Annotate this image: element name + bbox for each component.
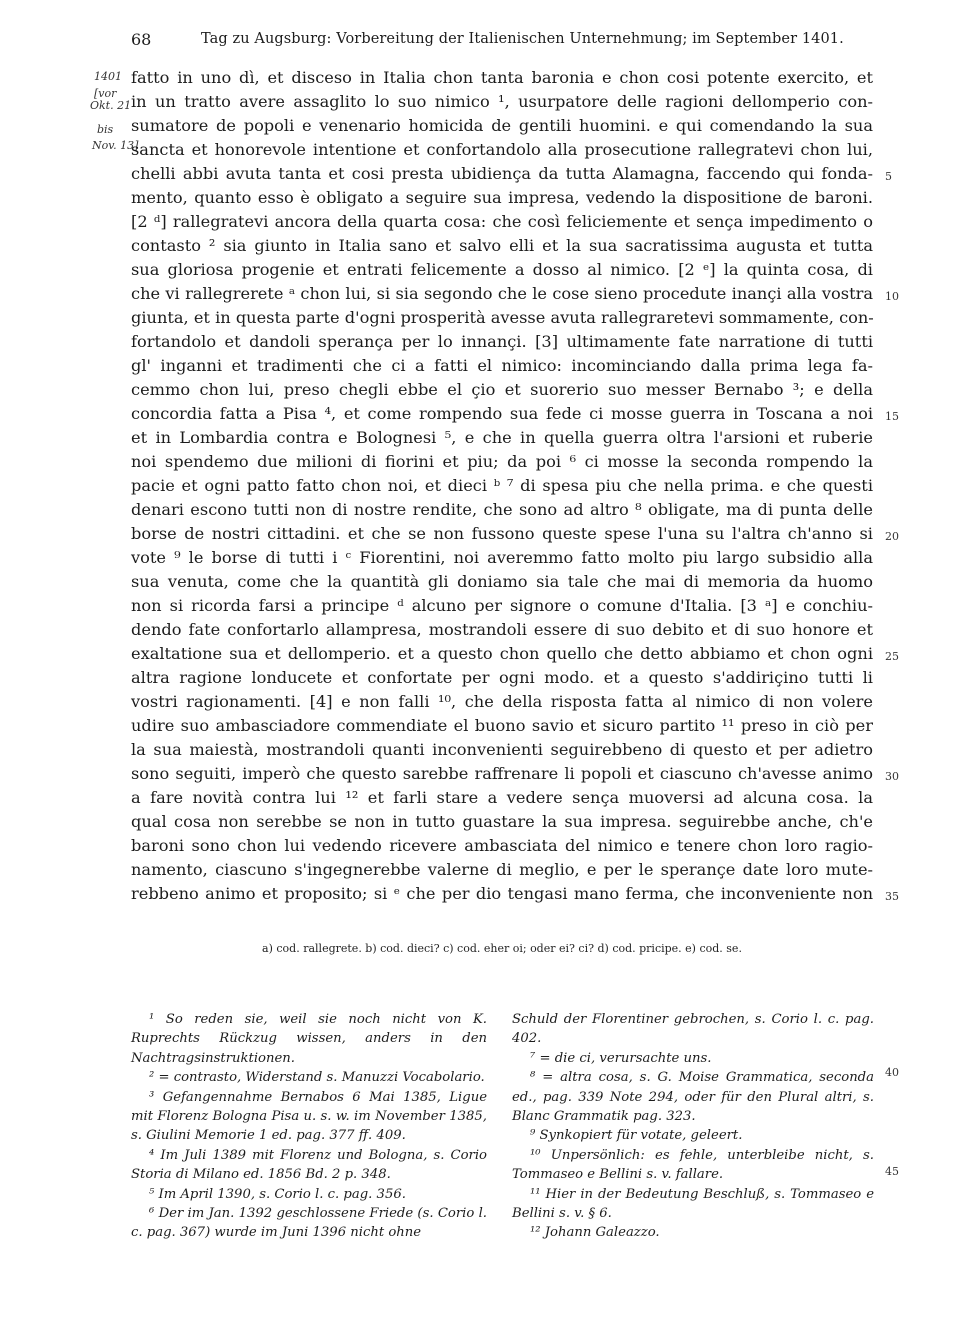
footnote: ² = contrasto, Widerstand s. Manuzzi Vocabolario. bbox=[149, 1070, 485, 1086]
line-number: 10 bbox=[885, 290, 899, 303]
running-header bbox=[131, 30, 871, 54]
text-line: sono seguiti, imperò che questo sarebbe raffrenare li popoli et ciascuno ch'avesse animo bbox=[131, 764, 873, 783]
text-line: che vi rallegrerete ᵃ chon lui, si sia segondo che le cose sieno procedute inançi alla vostra bbox=[131, 284, 873, 303]
text-line: noi spendemo due milioni di fiorini et piu; da poi ⁶ ci mosse la seconda rompendo la bbox=[131, 452, 873, 471]
line-number: 40 bbox=[885, 1066, 899, 1079]
text-line: in un tratto avere assaglito lo suo nimico ¹, usurpatore delle ragioni dellomperio con- bbox=[131, 92, 873, 111]
text-line: [2 ᵈ] rallegratevi ancora della quarta cosa: che così feliciemente et sença impedimento o bbox=[131, 212, 873, 231]
footnote: ⁷ = die ci, verursachte uns. bbox=[530, 1050, 712, 1066]
footnotes-right-column bbox=[512, 1010, 874, 1243]
text-line: fortandolo et dandoli sperança per lo innançi. [3] ultimamente fate narratione di tutti bbox=[131, 332, 873, 351]
text-line: borse de nostri cittadini. et che se non fussono queste spese l'una su l'altra ch'anno si bbox=[131, 524, 873, 543]
margin-date-day: Okt. 21 bbox=[90, 99, 132, 112]
running-title: Tag zu Augsburg: Vorbereitung der Italienischen Unternehmung; im September 1401. bbox=[201, 31, 844, 47]
line-number: 25 bbox=[885, 650, 899, 663]
footnote-continued: Schuld der Florentiner gebrochen, s. Corio l. c. pag. 402. bbox=[512, 1012, 874, 1047]
text-line: sua gloriosa progenie et entrati felicemente a dosso al nimico. [2 ᵉ] la quinta cosa, di bbox=[131, 260, 873, 279]
footnote: ⁹ Synkopiert für votate, geleert. bbox=[530, 1128, 743, 1144]
text-line: a fare novità contra lui ¹² et farli stare a vedere sença muoversi ad alcuna cosa. la bbox=[131, 788, 873, 807]
footnote: ⁴ Im Juli 1389 mit Florenz und Bologna, s. Corio Storia di Milano ed. 1856 Bd. 2 p. 348. bbox=[131, 1147, 487, 1183]
line-number: 15 bbox=[885, 410, 899, 423]
margin-date-to: Nov. 13] bbox=[92, 139, 139, 152]
text-line: dendo fate confortarlo allampresa, mostrandoli essere di suo debito et di suo honore et bbox=[131, 620, 873, 639]
text-line: cemmo chon lui, preso chegli ebbe el çio et suorerio suo messer Bernabo ³; e della bbox=[131, 380, 873, 399]
variant-readings: a) cod. rallegrete. b) cod. dieci? c) cod. eher oi; oder ei? ci? d) cod. pricipe. e) cod. se. bbox=[262, 942, 742, 955]
text-line: pacie et ogni patto fatto chon noi, et dieci ᵇ ⁷ di spesa piu che nella prima. e che questi bbox=[131, 476, 873, 495]
text-line: baroni sono chon lui vedendo ricevere ambasciata del nimico e tenere chon loro ragio- bbox=[131, 836, 873, 855]
line-number: 20 bbox=[885, 530, 899, 543]
text-line: udire suo ambasciadore commendiate el buono savio et sicuro partito ¹¹ preso in ciò per bbox=[131, 716, 873, 735]
margin-year: 1401 bbox=[94, 70, 122, 83]
text-line: denari escono tutti non di nostre rendite, che sono ad altro ⁸ obligate, ma di punta delle bbox=[131, 500, 873, 519]
text-line: qual cosa non serebbe se non in tutto guastare la sua impresa. seguirebbe anche, ch'e bbox=[131, 812, 873, 831]
footnote: ¹² Johann Galeazzo. bbox=[530, 1225, 660, 1241]
footnote: ⁸ = altra cosa, s. G. Moise Grammatica, seconda ed., pag. 339 Note 294, oder für den Plural altri, s. Blanc Grammatik pag. 323. bbox=[512, 1070, 874, 1125]
text-line: vostri ragionamenti. [4] e non falli ¹⁰, che della risposta fatta al nimico di non volere bbox=[131, 692, 873, 711]
text-line: sua venuta, come che la quantità gli doniamo sia tale che mai di memoria da huomo bbox=[131, 572, 873, 591]
footnote: ¹ So reden sie, weil sie noch nicht von K. Ruprechts Rückzug wissen, anders in den Nachtragsinstruktionen. bbox=[131, 1012, 487, 1066]
footnote: ⁶ Der im Jan. 1392 geschlossene Friede (s. Corio l. c. pag. 367) wurde im Juni 1396 nicht ohne bbox=[131, 1206, 487, 1241]
text-line: namento, ciascuno s'ingegnerebbe valerne di meglio, e per le sperançe date loro mute- bbox=[131, 860, 873, 879]
text-line: mento, quanto esso è obligato a seguire sua impresa, vedendo la dispositione de baroni. bbox=[131, 188, 873, 207]
text-line: giunta, et in questa parte d'ogni prosperità avesse avuta rallegraretevi sommamente, con- bbox=[131, 308, 874, 327]
text-line: contasto ² sia giunto in Italia sano et salvo elli et la sua sacratissima augusta et tutta bbox=[131, 236, 873, 255]
margin-date-bis: bis bbox=[97, 123, 114, 136]
line-number: 30 bbox=[885, 770, 899, 783]
text-line: exaltatione sua et dellomperio. et a questo chon quello che detto abbiamo et chon ogni bbox=[131, 644, 873, 663]
text-line: chelli abbi avuta tanta et cosi presta ubidiença da tutta Alamagna, faccendo qui fonda- bbox=[131, 164, 873, 183]
footnote: ¹⁰ Unpersönlich: es fehle, unterbleibe nicht, s. Tommaseo e Bellini s. v. fallare. bbox=[512, 1147, 874, 1183]
text-line: sumatore de popoli e venenario homicida de gentili huomini. e qui comendando la sua bbox=[131, 116, 873, 135]
text-line: rebbeno animo et proposito; si ᵉ che per dio tengasi mano ferma, che inconveniente non bbox=[131, 884, 873, 903]
text-line: altra ragione londucete et confortate per ogni modo. et a questo s'addiriçino tutti li bbox=[131, 668, 873, 687]
margin-date-from: [vor bbox=[94, 87, 117, 100]
line-number: 5 bbox=[885, 170, 892, 183]
line-number: 45 bbox=[885, 1165, 899, 1178]
footnote: ⁵ Im April 1390, s. Corio l. c. pag. 356. bbox=[149, 1186, 406, 1202]
text-line: fatto in uno dì, et disceso in Italia chon tanta baronia e chon cosi potente exercito, et bbox=[131, 68, 873, 87]
footnote: ¹¹ Hier in der Bedeutung Beschluß, s. Tommaseo e Bellini s. v. § 6. bbox=[512, 1186, 874, 1222]
text-line: sancta et honorevole intentione et confortandolo alla prosecutione rallegratevi chon lui, bbox=[131, 140, 873, 159]
line-number: 35 bbox=[885, 890, 899, 903]
footnote: ³ Gefangennahme Bernabos 6 Mai 1385, Ligue mit Florenz Bologna Pisa u. s. w. im November 1385, s. Giulini Memorie 1 ed. pag. 377 ff. 409. bbox=[131, 1089, 487, 1144]
text-line: gl' inganni et tradimenti che ci a fatti el nimico: incominciando dalla prima lega fa- bbox=[131, 356, 873, 375]
text-line: vote ⁹ le borse di tutti i ᶜ Fiorentini, noi averemmo fatto molto piu largo subsidio alla bbox=[131, 548, 873, 567]
text-line: et in Lombardia contra e Bolognesi ⁵, e che in quella guerra oltra l'arsioni et ruberie bbox=[131, 428, 873, 447]
page-number: 68 bbox=[131, 30, 152, 49]
text-line: la sua maiestà, mostrandoli quanti inconvenienti seguirebbeno di questo et per adietro bbox=[131, 740, 873, 759]
text-line: non si ricorda farsi a principe ᵈ alcuno per signore o comune d'Italia. [3 ᵃ] e conchiu- bbox=[131, 596, 873, 615]
footnotes-left-column bbox=[131, 1010, 487, 1243]
text-line: concordia fatta a Pisa ⁴, et come rompendo sua fede ci mosse guerra in Toscana a noi bbox=[131, 404, 873, 423]
